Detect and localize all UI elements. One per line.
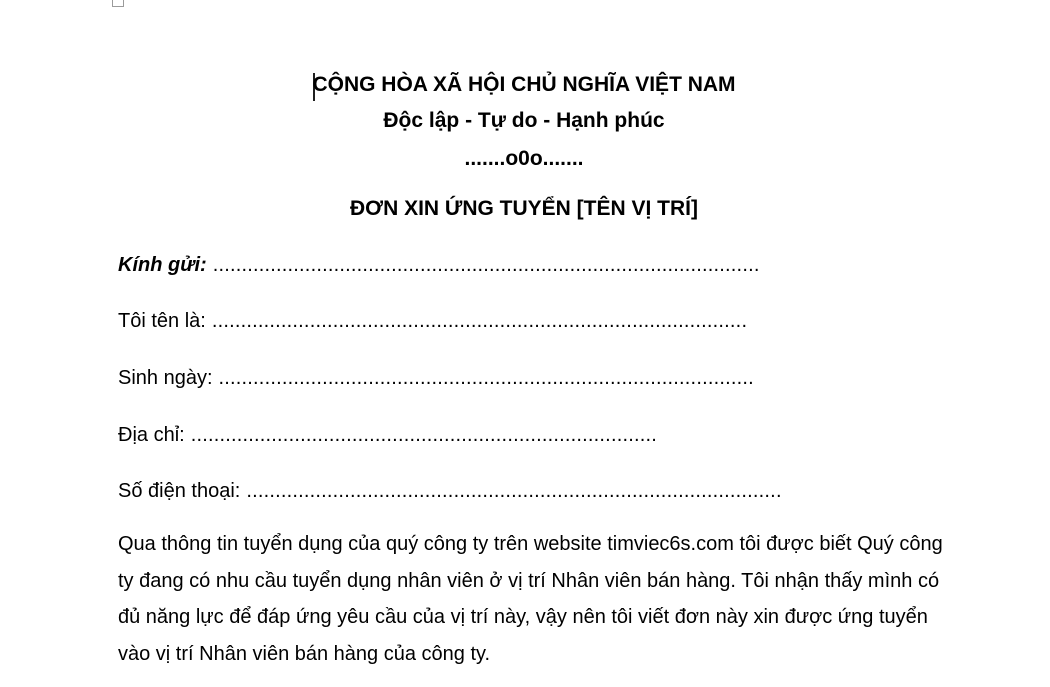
field-address-dotted-line: .................................................................................	[190, 424, 657, 446]
field-recipient	[118, 254, 760, 277]
field-date-of-birth	[118, 367, 754, 390]
national-title: CỘNG HÒA XÃ HỘI CHỦ NGHĨA VIỆT NAM	[312, 73, 736, 96]
field-recipient-label: Kính gửi:	[118, 254, 207, 276]
field-full-name-dotted-line: .............................................................................................	[211, 310, 748, 332]
field-phone-number-dotted-line: .............................................................................................	[246, 480, 782, 502]
field-address	[118, 424, 657, 447]
field-phone-number-label: Số điện thoại:	[118, 480, 241, 502]
field-date-of-birth-label: Sinh ngày:	[118, 367, 213, 389]
field-address-label: Địa chỉ:	[118, 424, 185, 446]
field-date-of-birth-dotted-line: .............................................................................................	[218, 367, 754, 389]
field-recipient-dotted-line: ...............................................................................................	[212, 254, 760, 276]
document-title: ĐƠN XIN ỨNG TUYỂN [TÊN VỊ TRÍ]	[349, 197, 698, 220]
field-phone-number	[118, 480, 782, 503]
field-full-name	[118, 310, 747, 333]
field-full-name-label: Tôi tên là:	[118, 310, 206, 332]
body-paragraph: Qua thông tin tuyển dụng của quý công ty trên website timviec6s.com tôi được biết Quý công ty đang có nhu cầu tuyển dụng nhân viên ở vị trí Nhân viên bán hàng. Tôi nhận thấy mình có đủ năng lực để đáp ứng yêu cầu của vị trí này, vậy nên tôi viết đơn này xin được ứng tuyển vào vị trí Nhân viên bán hàng của công ty.	[118, 533, 943, 665]
national-motto: Độc lập - Tự do - Hạnh phúc	[383, 109, 665, 132]
ornamental-divider: .......o0o.......	[464, 147, 584, 170]
